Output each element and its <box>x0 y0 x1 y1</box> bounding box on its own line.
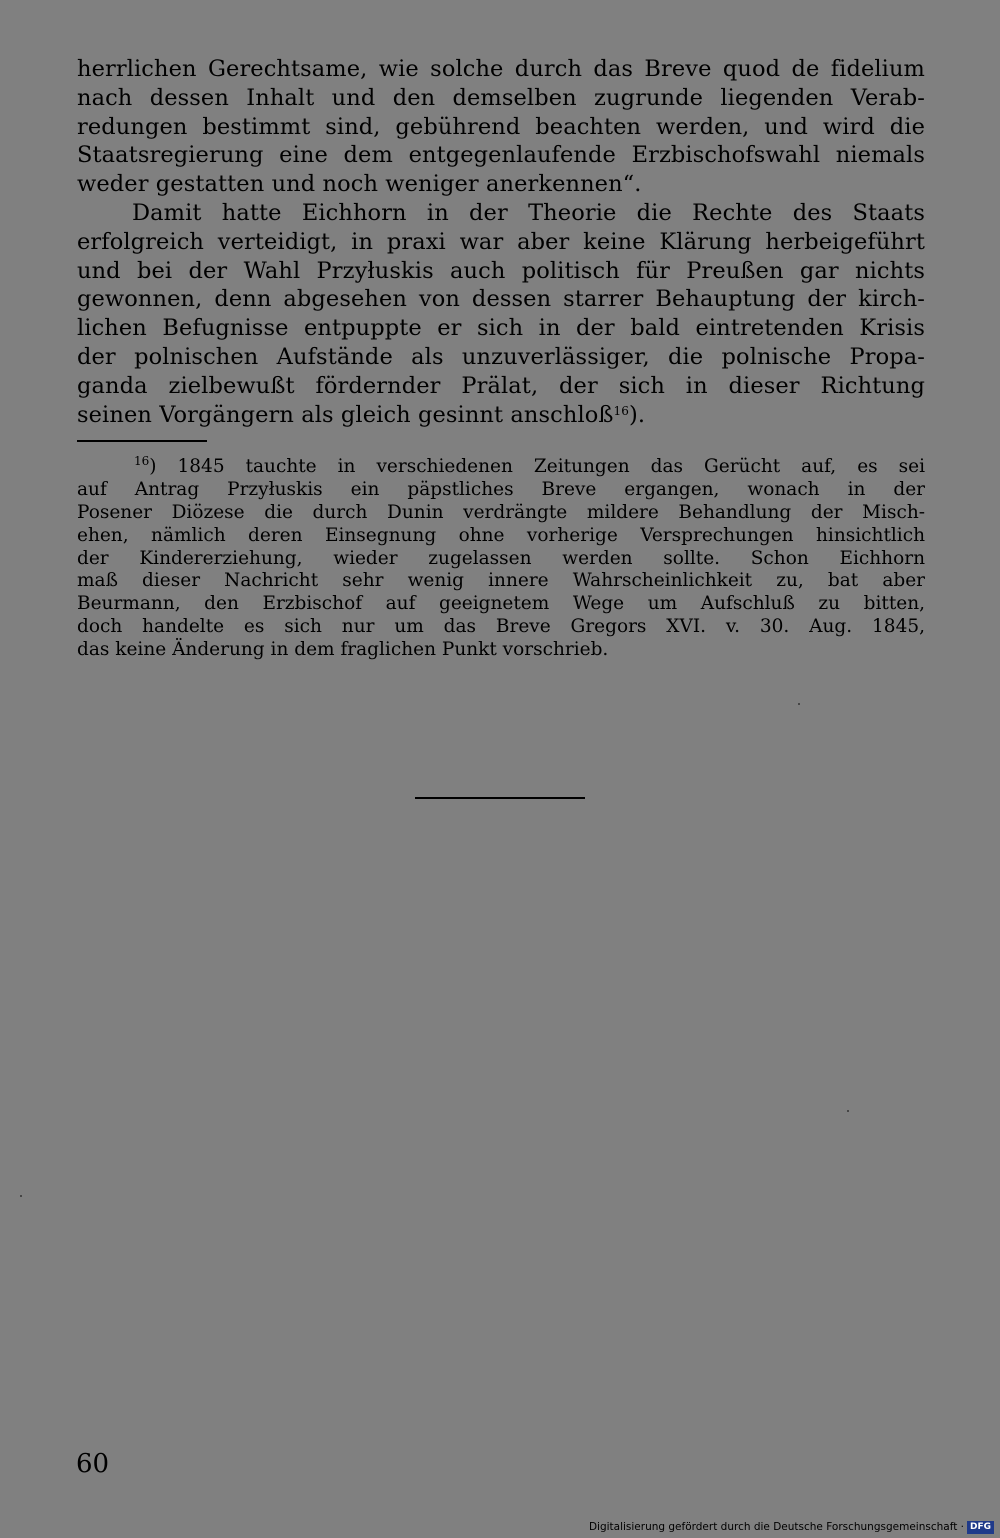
section-end-rule <box>415 797 585 799</box>
text-fragment: seinen Vorgängern als gleich gesinnt anschloß <box>77 401 614 428</box>
dfg-logo: DFG <box>967 1521 994 1534</box>
main-text <box>77 55 925 429</box>
scan-speck <box>847 1110 849 1112</box>
footnote-line: ehen, nämlich deren Einsegnung ohne vorherige Versprechungen hinsichtlich <box>77 524 925 546</box>
footnote-separator <box>77 440 207 442</box>
page-number: 60 <box>76 1449 110 1479</box>
footnote-line <box>77 456 925 479</box>
footnote-line: auf Antrag Przyłuskis ein päpstliches Breve ergangen, wonach in der <box>77 478 925 500</box>
text-line: und bei der Wahl Przyłuskis auch politisch für Preußen gar nichts <box>77 257 925 284</box>
footnote-reference[interactable]: 16 <box>613 403 630 418</box>
footnote-line: Beurmann, den Erzbischof auf geeignetem Wege um Aufschluß zu bitten, <box>77 593 925 615</box>
footnote-marker: 16 <box>134 454 150 468</box>
text-line: ganda zielbewußt fördernder Prälat, der sich in dieser Richtung <box>77 372 925 399</box>
text-line: herrlichen Gerechtsame, wie solche durch das Breve quod de fidelium <box>77 56 925 82</box>
text-fragment: ) 1845 tauchte in verschiedenen Zeitungen das Gerücht auf, es sei <box>149 456 925 477</box>
footnote-line: maß dieser Nachricht sehr wenig innere Wahrscheinlichkeit zu, bat aber <box>77 570 925 592</box>
text-line: Damit hatte Eichhorn in der Theorie die Rechte des Staats <box>132 199 925 226</box>
footnote-line: das keine Änderung in dem fraglichen Punkt vorschrieb. <box>77 639 609 661</box>
footnote-line: der Kindererziehung, wieder zugelassen werden sollte. Schon Eichhorn <box>77 547 925 569</box>
footnote-line: Posener Diözese die durch Dunin verdrängte mildere Behandlung der Misch- <box>77 501 925 523</box>
text-line: gewonnen, denn abgesehen von dessen starrer Behauptung der kirch- <box>77 286 925 313</box>
text-line: redungen bestimmt sind, gebührend beachten werden, und wird die <box>77 113 925 140</box>
footnote <box>77 456 925 662</box>
text-fragment: ). <box>629 401 646 428</box>
scan-speck <box>798 703 800 705</box>
text-line: weder gestatten und noch weniger anerkennen“. <box>77 171 642 198</box>
text-line: lichen Befugnisse entpuppte er sich in der bald eintretenden Krisis <box>77 315 925 342</box>
text-line: erfolgreich verteidigt, in praxi war aber keine Klärung herbeigeführt <box>77 228 925 255</box>
footnote-line: doch handelte es sich nur um das Breve Gregors XVI. v. 30. Aug. 1845, <box>77 616 925 638</box>
scan-speck <box>20 1195 22 1197</box>
digitization-credit: Digitalisierung gefördert durch die Deutsche Forschungsgemeinschaft · <box>588 1521 964 1533</box>
text-line: nach dessen Inhalt und den demselben zugrunde liegenden Verab- <box>77 84 925 111</box>
text-line-final <box>77 401 925 430</box>
text-line: der polnischen Aufstände als unzuverlässiger, die polnische Propa- <box>77 343 925 370</box>
text-line: Staatsregierung eine dem entgegenlaufende Erzbischofswahl niemals <box>77 142 925 169</box>
